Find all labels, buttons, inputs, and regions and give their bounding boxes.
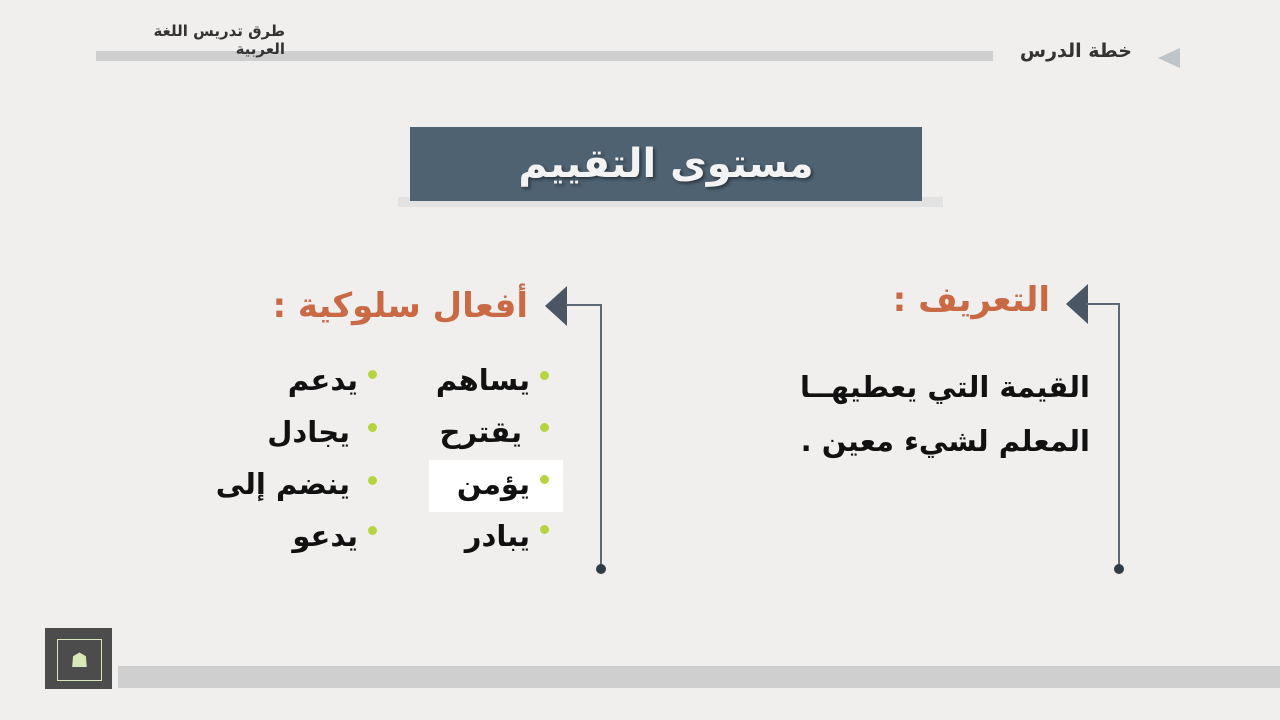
bullet-icon [368, 476, 377, 485]
university-logo-icon [45, 628, 112, 689]
verb-item: يبادر [464, 519, 530, 553]
connector-dot [1114, 564, 1124, 574]
bullet-icon [368, 526, 377, 535]
connector-line [1118, 303, 1120, 568]
bullet-icon [540, 525, 549, 534]
bullet-icon [368, 423, 377, 432]
connector-line [566, 304, 602, 306]
course-title: طرق تدريس اللغة العربية [153, 22, 285, 58]
connector-dot [596, 564, 606, 574]
definition-line: القيمة التي يعطيهــا [800, 370, 1090, 404]
verb-item: ينضم إلى [215, 467, 350, 501]
verb-item: يقترح [439, 415, 522, 449]
triangle-left-icon [1158, 48, 1180, 68]
verb-item: يدعو [292, 519, 358, 553]
footer-bar [118, 666, 1280, 688]
verb-item: يساهم [435, 363, 530, 397]
slide-title: مستوى التقييم [518, 141, 814, 187]
bullet-icon [368, 370, 377, 379]
verb-item: يدعم [287, 363, 358, 397]
verb-item: يؤمن [456, 467, 530, 501]
triangle-left-icon [545, 286, 567, 326]
definition-heading: التعريف : [892, 280, 1050, 320]
verb-item: يجادل [267, 415, 350, 449]
logo-mark: ☗ [70, 648, 89, 672]
connector-line [600, 304, 602, 568]
logo-frame [57, 639, 102, 681]
behavioral-heading: أفعال سلوكية : [272, 286, 528, 326]
section-title: خطة الدرس [1019, 40, 1132, 62]
bullet-icon [540, 475, 549, 484]
triangle-left-icon [1066, 284, 1088, 324]
bullet-icon [540, 423, 549, 432]
definition-line: المعلم لشيء معين . [800, 424, 1090, 458]
bullet-icon [540, 371, 549, 380]
slide-title-box [410, 127, 922, 201]
definition-text [760, 360, 1090, 468]
connector-line [1086, 303, 1120, 305]
